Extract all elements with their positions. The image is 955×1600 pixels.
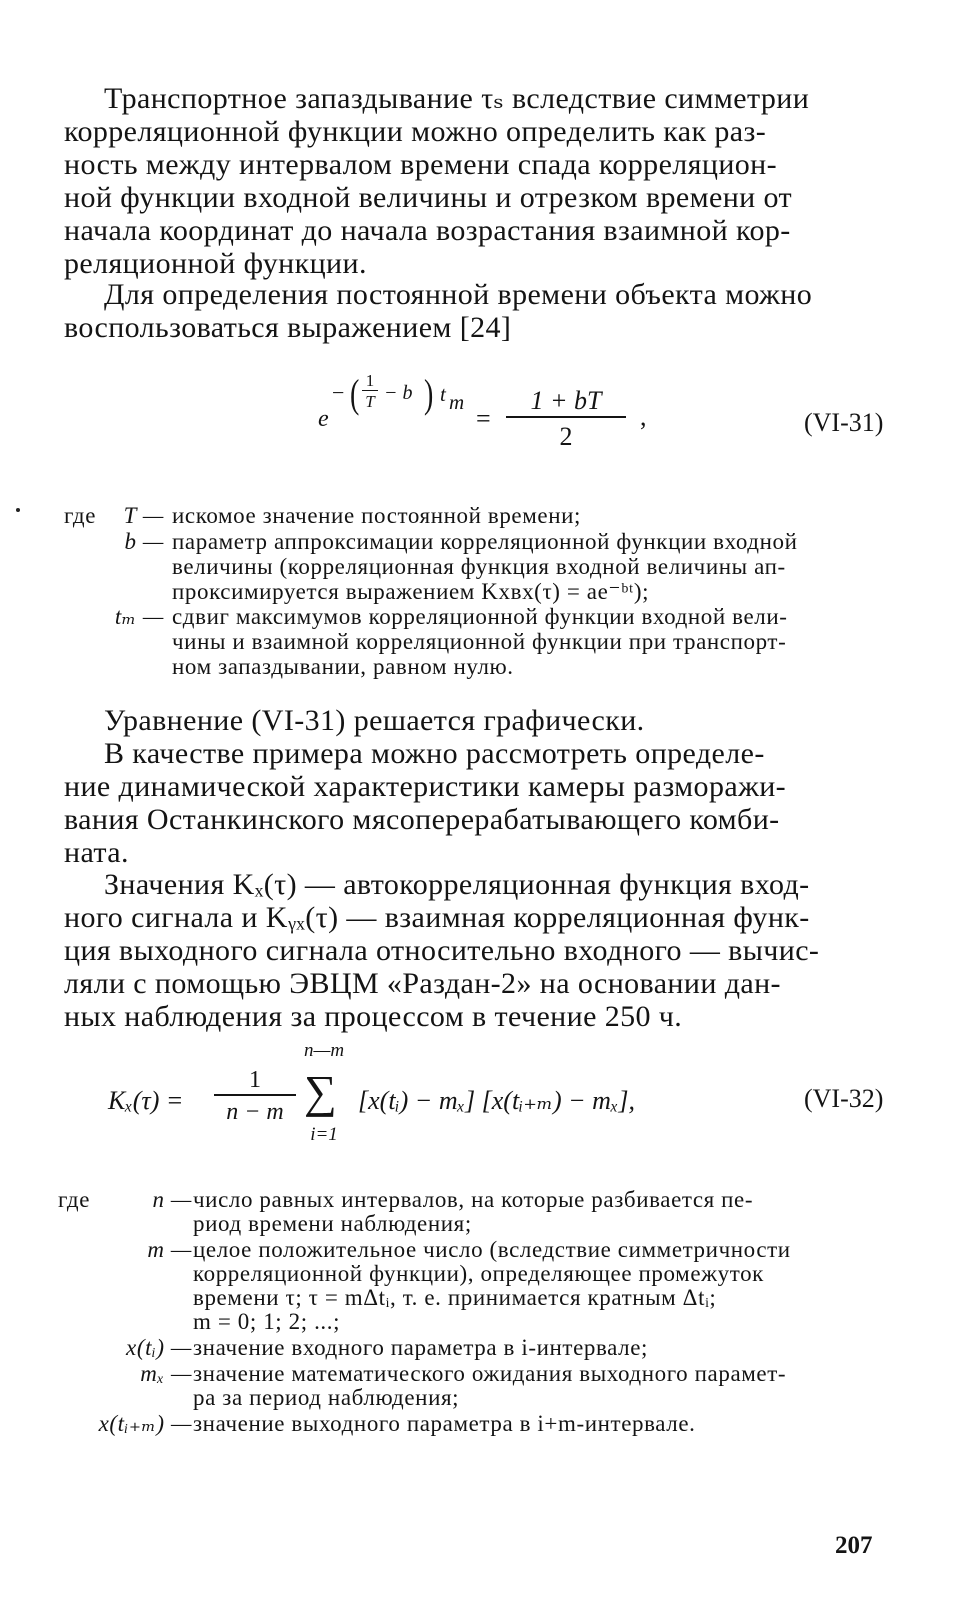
- equation-number: (VI-32): [804, 1084, 884, 1113]
- text-line: ного сигнала и Kᵧₓ(τ) — взаимная корреляционная функ-: [64, 901, 810, 934]
- legend-symbol: n —: [152, 1187, 192, 1212]
- text-line: Транспортное запаздывание τₛ вследствие симметрии: [104, 82, 810, 115]
- text-line: вания Останкинского мясоперерабатывающего комби-: [64, 803, 780, 836]
- eq-minus-b: − b: [384, 382, 413, 404]
- text-line: корреляционной функции можно определить как раз-: [64, 115, 767, 148]
- equation-number: (VI-31): [804, 408, 884, 437]
- legend-desc-line: ра за период наблюдения;: [193, 1385, 460, 1410]
- eq-base-e: e: [318, 406, 329, 432]
- legend-desc-line: риод времени наблюдения;: [193, 1211, 472, 1236]
- legend-desc-line: проксимируется выражением Kxвх(τ) = ae⁻ᵇᵗ);: [172, 579, 650, 604]
- legend-desc-line: ном запаздывании, равном нулю.: [172, 654, 514, 679]
- eq32-frac-num: 1: [214, 1066, 296, 1096]
- text-line: ных наблюдения за процессом в течение 250 ч.: [64, 1000, 683, 1033]
- text-line: ние динамической характеристики камеры разморажи-: [64, 770, 787, 803]
- text-line: ной функции входной величины и отрезком времени от: [64, 181, 793, 214]
- legend-desc-line: корреляционной функции), определяющее промежуток: [193, 1261, 764, 1286]
- legend-desc-line: значение математического ожидания выходного парамет-: [193, 1361, 787, 1386]
- eq-inner-den: T: [365, 392, 375, 411]
- eq32-frac-den: n − m: [226, 1099, 284, 1125]
- eq-paren-open: (: [349, 371, 360, 416]
- eq32-sum-top: n—m: [303, 1040, 345, 1061]
- legend-symbol: x(tᵢ₊ₘ) —: [98, 1411, 192, 1436]
- paragraph-correlation-values: [64, 868, 887, 1033]
- page-number: 207: [835, 1532, 873, 1559]
- legend-symbol: b —: [124, 529, 164, 554]
- eq-exp-m: m: [449, 390, 465, 414]
- legend-desc-line: времени τ; τ = mΔtᵢ, т. е. принимается кратным Δtᵢ;: [193, 1285, 717, 1310]
- text-line: ность между интервалом времени спада корреляцион-: [64, 148, 778, 181]
- eq-paren-close: ): [423, 371, 434, 416]
- legend-vi-32: [56, 1186, 896, 1456]
- text-line: ляли с помощью ЭВЦМ «Раздан-2» на основании дан-: [64, 967, 781, 1000]
- eq-comma: ,: [640, 402, 647, 431]
- legend-desc-line: сдвиг максимумов корреляционной функции входной вели-: [172, 604, 788, 629]
- legend-where-label: где: [58, 1187, 90, 1212]
- text-line: Значения Kₓ(τ) — автокорреляционная функция вход-: [104, 868, 810, 901]
- legend-vi-31: [64, 502, 894, 682]
- legend-symbol: tₘ —: [114, 604, 164, 629]
- text-line: ция выходного сигнала относительно входного — вычис-: [64, 934, 820, 967]
- eq32-sum-sign: ∑: [304, 1066, 337, 1117]
- equation-vi-31: [318, 372, 658, 462]
- eq-rhs-num-text: 1 + bT: [530, 386, 602, 415]
- text-line: реляционной функции.: [64, 247, 367, 280]
- legend-symbol: mₓ —: [140, 1361, 192, 1386]
- legend-desc-line: величины (корреляционная функция входной величины ап-: [172, 554, 786, 579]
- legend-desc-line: параметр аппроксимации корреляционной функции входной: [172, 529, 798, 554]
- text-line: начала координат до начала возрастания взаимной кор-: [64, 214, 791, 247]
- text-line: ната.: [64, 836, 129, 869]
- legend-desc-line: искомое значение постоянной времени;: [172, 503, 582, 528]
- text-line: Уравнение (VI-31) решается графически.: [104, 704, 645, 737]
- legend-symbol: x(tᵢ) —: [126, 1335, 192, 1360]
- eq-rhs-den: 2: [559, 422, 573, 451]
- print-dot: [16, 508, 20, 512]
- legend-desc-line: число равных интервалов, на которые разбивается пе-: [193, 1187, 754, 1212]
- legend-desc-line: чины и взаимной корреляционной функции при транспорт-: [172, 629, 787, 654]
- paragraph-example: [64, 737, 887, 869]
- legend-desc-line: значение выходного параметра в i+m-интервале.: [193, 1411, 696, 1436]
- eq-exp-sign: −: [332, 380, 345, 405]
- legend-desc-line: целое положительное число (вследствие симметричности: [193, 1237, 791, 1262]
- paragraph-transport-delay: [64, 82, 887, 280]
- paragraph-time-constant: [64, 278, 887, 344]
- eq32-sum-bottom: i=1: [310, 1124, 338, 1145]
- text-line: воспользоваться выражением [24]: [64, 311, 512, 344]
- equation-vi-32: [108, 1040, 748, 1150]
- paragraph-graphical-solution: [64, 704, 887, 737]
- eq-rhs-num: [506, 386, 626, 418]
- eq-exp-t: t: [440, 382, 446, 406]
- legend-where-label: где: [64, 503, 96, 528]
- eq-equals: =: [476, 404, 491, 433]
- legend-symbol: T —: [123, 503, 164, 528]
- text-line: В качестве примера можно рассмотреть определе-: [104, 737, 765, 770]
- eq32-lhs: Kₓ(τ) =: [108, 1086, 184, 1115]
- eq32-body: [x(tᵢ) − mₓ] [x(tᵢ₊ₘ) − mₓ],: [358, 1086, 635, 1115]
- legend-symbol: m —: [147, 1237, 192, 1262]
- legend-desc-line: значение входного параметра в i-интервале;: [193, 1335, 649, 1360]
- eq-inner-num: 1: [362, 372, 378, 391]
- text-line: Для определения постоянной времени объекта можно: [104, 278, 813, 311]
- legend-desc-line: m = 0; 1; 2; ...;: [193, 1309, 341, 1334]
